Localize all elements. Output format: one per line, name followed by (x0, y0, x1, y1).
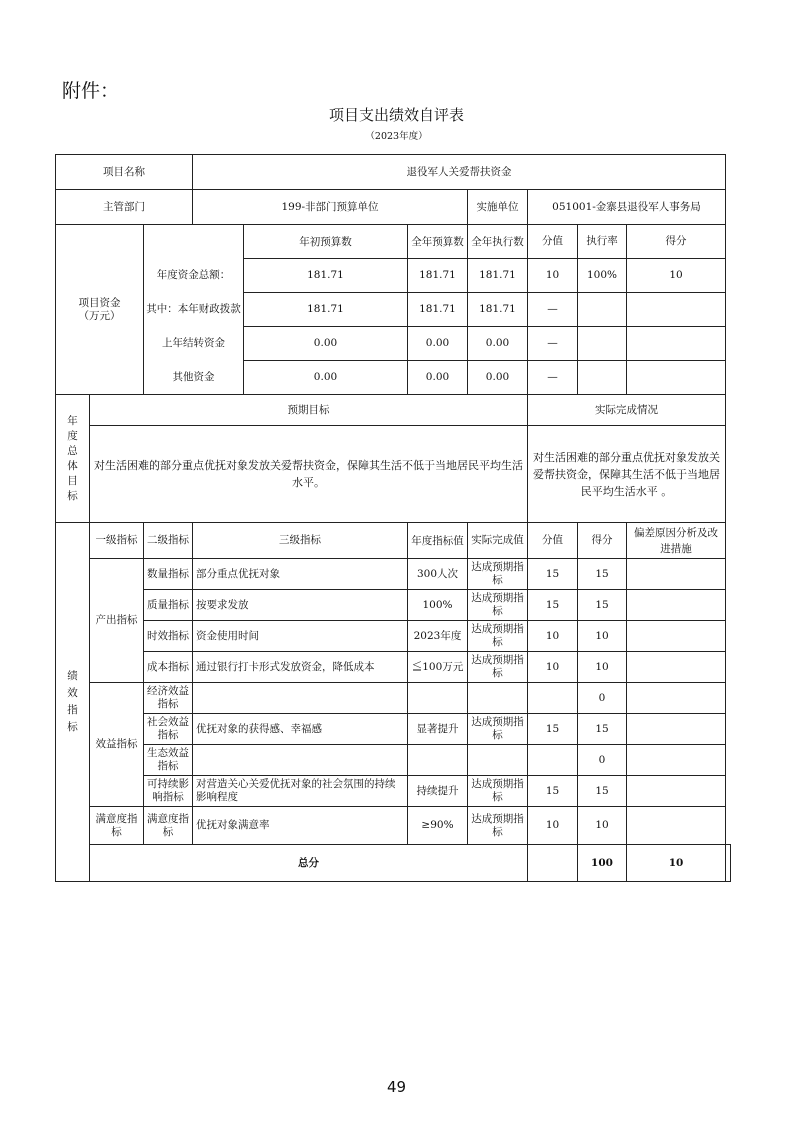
page-subtitle: （2023年度） (365, 131, 428, 142)
indicator-level3: 部分重点优抚对象 (193, 559, 408, 590)
indicator-analysis (627, 683, 726, 714)
indicator-score-value: 10 (528, 652, 578, 683)
expected-goal-text: 对生活困难的部分重点优抚对象发放关爱帮扶资金，保障其生活不低于当地居民平均生活水平。 (90, 426, 528, 523)
output-indicator-label: 产出指标 (90, 559, 144, 683)
indicator-annual-value: 100% (408, 590, 468, 621)
funds-row (56, 259, 731, 293)
indicator-row (56, 590, 731, 621)
satisfaction-indicator-label: 满意度指标 (90, 807, 144, 845)
indicator-score-value (528, 745, 578, 776)
funds-row-initial: 0.00 (244, 361, 408, 395)
indicator-score-value: 15 (528, 590, 578, 621)
funds-label (56, 225, 144, 395)
department-value: 199-非部门预算单位 (193, 190, 468, 225)
indicator-level2: 生态效益指标 (144, 745, 193, 776)
funds-row-initial: 0.00 (244, 327, 408, 361)
total-label: 总分 (90, 845, 528, 882)
funds-row-executed: 0.00 (468, 327, 528, 361)
indicator-score-value (528, 683, 578, 714)
funds-row-executed: 181.71 (468, 293, 528, 327)
funds-row-exec-rate (578, 293, 627, 327)
indicator-actual-value: 达成预期指标 (468, 559, 528, 590)
indicator-actual-value (468, 745, 528, 776)
indicator-actual-value: 达成预期指标 (468, 714, 528, 745)
indicator-annual-value: 显著提升 (408, 714, 468, 745)
header-score-value: 分值 (528, 523, 578, 559)
total-score-value: 100 (578, 845, 627, 882)
funds-header-blank (144, 225, 244, 259)
funds-row (56, 327, 731, 361)
funds-row-name: 上年结转资金 (144, 327, 244, 361)
performance-label (56, 523, 90, 882)
indicator-row (56, 683, 731, 714)
funds-header-row (56, 225, 731, 259)
benefit-indicator-label: 效益指标 (90, 683, 144, 807)
funds-row-score-value: — (528, 361, 578, 395)
annual-goal-header-row (56, 395, 731, 426)
total-analysis-blank (726, 845, 731, 882)
expected-goal-header: 预期目标 (90, 395, 528, 426)
annual-goal-text-row (56, 426, 731, 523)
indicator-row (56, 621, 731, 652)
funds-header-executed: 全年执行数 (468, 225, 528, 259)
funds-row (56, 361, 731, 395)
indicator-row (56, 745, 731, 776)
indicator-level3: 资金使用时间 (193, 621, 408, 652)
funds-row-name: 年度资金总额： (144, 259, 244, 293)
indicator-score: 15 (578, 559, 627, 590)
funds-row-score (627, 327, 726, 361)
indicator-analysis (627, 559, 726, 590)
indicator-score-value: 15 (528, 776, 578, 807)
performance-label-text: 绩效指标 (67, 670, 78, 733)
funds-row-executed: 0.00 (468, 361, 528, 395)
indicator-level3 (193, 745, 408, 776)
indicator-level3: 优抚对象满意率 (193, 807, 408, 845)
indicator-score: 0 (578, 683, 627, 714)
project-name-value: 退役军人关爱帮扶资金 (193, 155, 726, 190)
funds-row-initial: 181.71 (244, 293, 408, 327)
indicator-level3 (193, 683, 408, 714)
indicator-level2: 社会效益指标 (144, 714, 193, 745)
performance-header-row (56, 523, 731, 559)
funds-header-initial: 年初预算数 (244, 225, 408, 259)
funds-header-score-value: 分值 (528, 225, 578, 259)
indicator-row (56, 559, 731, 590)
executing-unit-label: 实施单位 (468, 190, 528, 225)
funds-label-text: 项目资金 （万元） (78, 296, 121, 322)
funds-row-initial: 181.71 (244, 259, 408, 293)
indicator-actual-value (468, 683, 528, 714)
project-name-label: 项目名称 (56, 155, 193, 190)
indicator-score: 10 (578, 652, 627, 683)
indicator-analysis (627, 652, 726, 683)
indicator-annual-value: 2023年度 (408, 621, 468, 652)
indicator-annual-value: ≦100万元 (408, 652, 468, 683)
indicator-annual-value (408, 683, 468, 714)
indicator-score: 15 (578, 776, 627, 807)
executing-unit-value: 051001-金寨县退役军人事务局 (528, 190, 726, 225)
indicator-score: 15 (578, 590, 627, 621)
indicator-actual-value: 达成预期指标 (468, 590, 528, 621)
indicator-level2: 成本指标 (144, 652, 193, 683)
funds-row-score: 10 (627, 259, 726, 293)
header-level1: 一级指标 (90, 523, 144, 559)
indicator-analysis (627, 807, 726, 845)
indicator-actual-value: 达成预期指标 (468, 652, 528, 683)
funds-row-name: 其中：本年财政拨款 (144, 293, 244, 327)
indicator-analysis (627, 745, 726, 776)
funds-row-full: 181.71 (408, 259, 468, 293)
indicator-annual-value: 300人次 (408, 559, 468, 590)
funds-row-executed: 181.71 (468, 259, 528, 293)
funds-row-full: 181.71 (408, 293, 468, 327)
annual-goal-label (56, 395, 90, 523)
indicator-level2: 满意度指标 (144, 807, 193, 845)
department-row (56, 190, 731, 225)
indicator-score: 0 (578, 745, 627, 776)
department-label: 主管部门 (56, 190, 193, 225)
attachment-label: 附件： (62, 80, 120, 102)
indicator-annual-value: ≥90% (408, 807, 468, 845)
indicator-level3: 优抚对象的获得感、幸福感 (193, 714, 408, 745)
funds-header-exec-rate: 执行率 (578, 225, 627, 259)
indicator-score-value: 10 (528, 807, 578, 845)
funds-row-full: 0.00 (408, 327, 468, 361)
header-annual-value: 年度指标值 (408, 523, 468, 559)
indicator-row (56, 807, 731, 845)
funds-row-exec-rate: 100% (578, 259, 627, 293)
indicator-actual-value: 达成预期指标 (468, 807, 528, 845)
indicator-score: 15 (578, 714, 627, 745)
total-actual-blank (528, 845, 578, 882)
indicator-analysis (627, 776, 726, 807)
indicator-level2: 经济效益指标 (144, 683, 193, 714)
header-level2: 二级指标 (144, 523, 193, 559)
total-row (56, 845, 731, 882)
indicator-actual-value: 达成预期指标 (468, 776, 528, 807)
actual-completion-text: 对生活困难的部分重点优抚对象发放关爱帮扶资金，保障其生活不低于当地居民平均生活水平 。 (528, 426, 726, 523)
funds-row-full: 0.00 (408, 361, 468, 395)
funds-row-exec-rate (578, 361, 627, 395)
funds-row-exec-rate (578, 327, 627, 361)
indicator-row (56, 652, 731, 683)
indicator-row (56, 714, 731, 745)
funds-header-full: 全年预算数 (408, 225, 468, 259)
indicator-score-value: 15 (528, 559, 578, 590)
actual-completion-header: 实际完成情况 (528, 395, 726, 426)
indicator-level3: 通过银行打卡形式发放资金，降低成本 (193, 652, 408, 683)
annual-goal-label-text: 年度总体目标 (67, 414, 78, 502)
header-actual-value: 实际完成值 (468, 523, 528, 559)
funds-row-score (627, 361, 726, 395)
indicator-level2: 数量指标 (144, 559, 193, 590)
performance-table (55, 154, 731, 882)
indicator-score: 10 (578, 621, 627, 652)
indicator-level3: 对营造关心关爱优抚对象的社会氛围的持续影响程度 (193, 776, 408, 807)
project-name-row (56, 155, 731, 190)
indicator-annual-value (408, 745, 468, 776)
page-number: 49 (386, 1078, 407, 1096)
indicator-row (56, 776, 731, 807)
indicator-score: 10 (578, 807, 627, 845)
header-score: 得分 (578, 523, 627, 559)
header-analysis: 偏差原因分析及改进措施 (627, 523, 726, 559)
indicator-actual-value: 达成预期指标 (468, 621, 528, 652)
indicator-analysis (627, 714, 726, 745)
indicator-annual-value: 持续提升 (408, 776, 468, 807)
funds-row-name: 其他资金 (144, 361, 244, 395)
header-level3: 三级指标 (193, 523, 408, 559)
indicator-score-value: 10 (528, 621, 578, 652)
funds-row-score-value: — (528, 293, 578, 327)
indicator-level2: 质量指标 (144, 590, 193, 621)
funds-row-score (627, 293, 726, 327)
funds-row-score-value: — (528, 327, 578, 361)
indicator-level2: 时效指标 (144, 621, 193, 652)
total-score: 10 (627, 845, 726, 882)
indicator-analysis (627, 590, 726, 621)
funds-header-score: 得分 (627, 225, 726, 259)
funds-row-score-value: 10 (528, 259, 578, 293)
indicator-score-value: 15 (528, 714, 578, 745)
indicator-level3: 按要求发放 (193, 590, 408, 621)
funds-row (56, 293, 731, 327)
indicator-level2: 可持续影响指标 (144, 776, 193, 807)
indicator-analysis (627, 621, 726, 652)
page-title: 项目支出绩效自评表 (328, 106, 464, 124)
